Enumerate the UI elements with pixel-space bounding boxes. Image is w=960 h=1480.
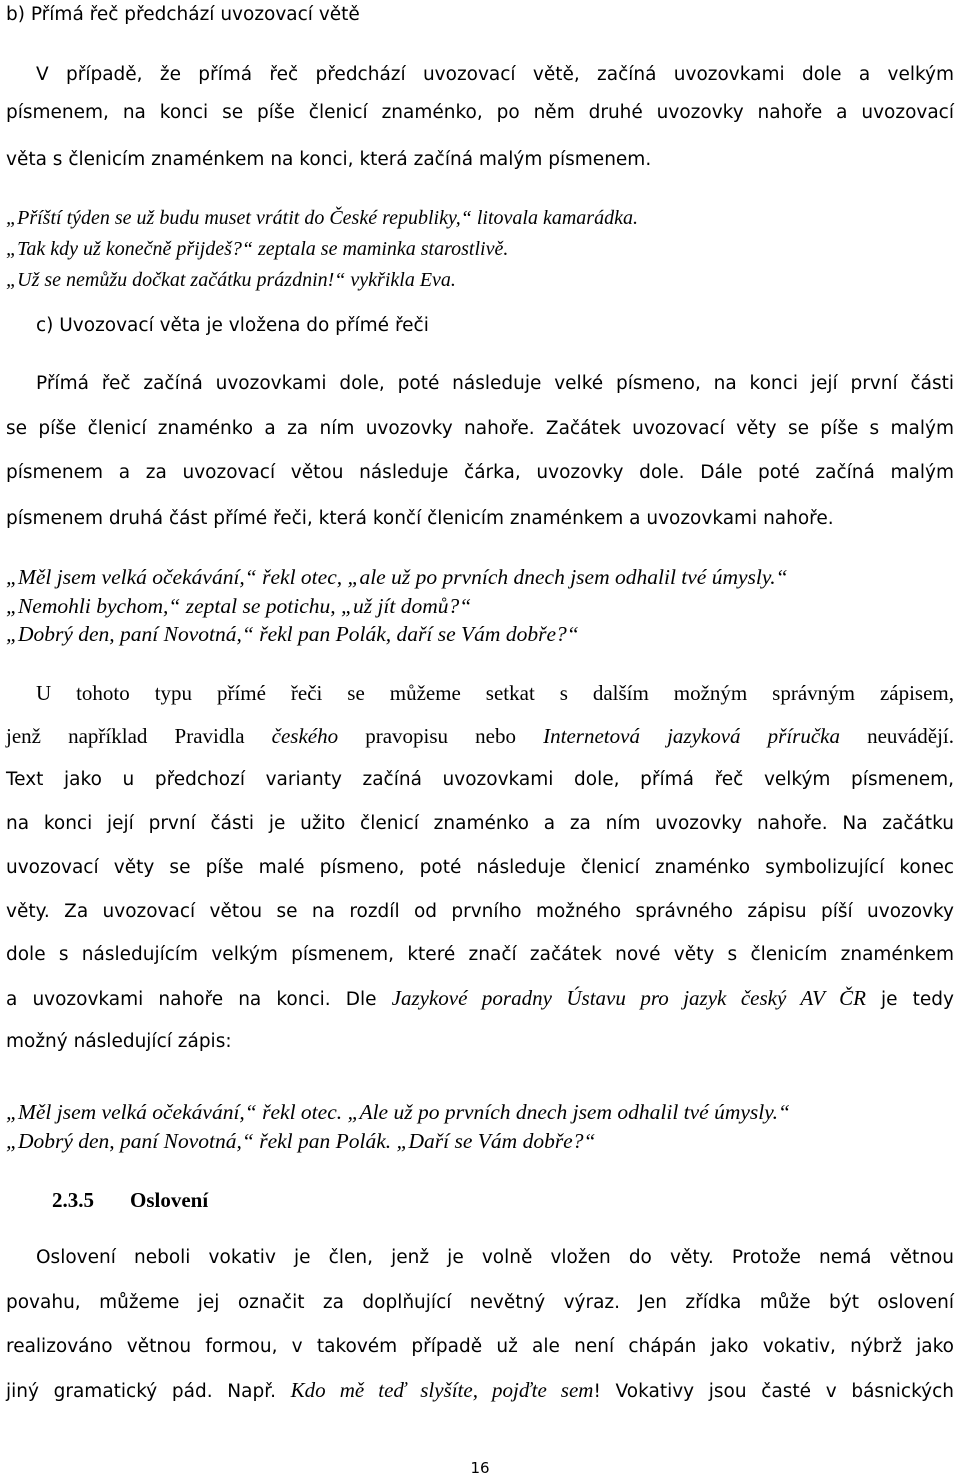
section-c-para-line-2: se píše členicí znaménko a za ním uvozovky nahoře. Začátek uvozovací věty se píše s malým [6,418,954,439]
para2-line-8-italic-b: Jazykové poradny Ústavu pro jazyk český AV ČR [391,986,866,1010]
section-c-para-line-3: písmenem a za uvozovací větou následuje čárka, uvozovky dole. Dále poté začíná malým [6,462,954,483]
para2-line-8-text-c: je tedy [865,989,954,1010]
para2-line-1: U tohoto typu přímé řeči se můžeme setkat s dalším možným správným zápisem, [36,681,954,705]
para2-line-2 [6,723,954,749]
section-c-example-3: „Dobrý den, paní Novotná,“ řekl pan Polák, daří se Vám dobře?“ [6,622,579,646]
para2-line-8 [6,985,954,1013]
section-b-heading: b) Přímá řeč předchází uvozovací větě [6,4,360,25]
section-b-para-line-3: věta s členicím znaménkem na konci, která začíná malým písmenem. [6,149,652,170]
section-235-line-3: realizováno větnou formou, v takovém případě už ale není chápán jako vokativ, nýbrž jako [6,1336,954,1357]
section-c-example-2: „Nemohli bychom,“ zeptal se potichu, „už jít domů?“ [6,594,472,618]
example2-line-1: „Měl jsem velká očekávání,“ řekl otec. „Ale už po prvních dnech jsem odhalil tvé úmysly.“ [6,1100,790,1124]
section-235-line-4-text-a: jiný gramatický pád. Např. [6,1381,291,1402]
section-c-heading: c) Uvozovací věta je vložena do přímé řeči [36,315,429,336]
section-c-para-line-4: písmenem druhá část přímé řeči, která končí členicím znaménkem a uvozovkami nahoře. [6,508,834,529]
section-235-line-4 [6,1377,954,1405]
section-number: 2.3.5 [52,1188,94,1212]
section-235-line-4-italic-b: Kdo mě teď slyšíte, pojďte sem [290,1378,594,1402]
example2-line-2: „Dobrý den, paní Novotná,“ řekl pan Polák. „Daří se Vám dobře?“ [6,1129,596,1153]
para2-line-3: Text jako u předchozí varianty začíná uvozovkami dole, přímá řeč velkým písmenem, [6,769,954,790]
page-number: 16 [470,1459,490,1477]
section-c-para-line-1: Přímá řeč začíná uvozovkami dole, poté následuje velké písmeno, na konci její první části [36,373,954,394]
para2-line-6: věty. Za uvozovací větou se na rozdíl od prvního možného správného zápisu píší uvozovky [6,901,954,922]
para2-line-4: na konci její první části je užito členicí znaménko a za ním uvozovky nahoře. Na začátku [6,813,954,834]
section-b-para-line-1: V případě, že přímá řeč předchází uvozovací větě, začíná uvozovkami dole a velkým [36,64,954,85]
section-c-example-1: „Měl jsem velká očekávání,“ řekl otec, „ale už po prvních dnech jsem odhalil tvé úmysly.“ [6,565,788,589]
para2-line-7: dole s následujícím velkým písmenem, které značí začátek nové věty s členicím znaménkem [6,944,954,965]
section-b-example-1: „Příští týden se už budu muset vrátit do České republiky,“ litovala kamarádka. [6,207,638,229]
para2-line-2-text-a: jenž například Pravidla [6,724,272,748]
para2-line-2-italic-d: Internetová jazyková příručka [543,724,840,748]
section-b-para-line-2: písmenem, na konci se píše členicí znaménko, po něm druhé uvozovky nahoře a uvozovací [6,102,954,123]
para2-line-8-text-a: a uvozovkami nahoře na konci. Dle [6,989,392,1010]
section-b-example-3: „Už se nemůžu dočkat začátku prázdnin!“ vykřikla Eva. [6,269,456,291]
section-235-line-1: Oslovení neboli vokativ je člen, jenž je volně vložen do věty. Protože nemá větnou [36,1247,954,1268]
para2-line-9: možný následující zápis: [6,1031,232,1052]
para2-line-2-text-c: pravopisu nebo [338,724,544,748]
para2-line-5: uvozovací věty se píše malé písmeno, poté následuje členicí znaménko symbolizující konec [6,857,954,878]
section-title: Oslovení [130,1188,209,1212]
para2-line-2-italic-b: českého [271,724,339,748]
section-235-line-2: povahu, můžeme jej označit za doplňující nevětný výraz. Jen zřídka může být oslovení [6,1292,954,1313]
para2-line-2-text-e: neuvádějí. [839,724,954,748]
section-b-example-2: „Tak kdy už konečně přijdeš?“ zeptala se maminka starostlivě. [6,238,509,260]
section-235-line-4-text-c: ! Vokativy jsou časté v básnických [593,1381,955,1402]
